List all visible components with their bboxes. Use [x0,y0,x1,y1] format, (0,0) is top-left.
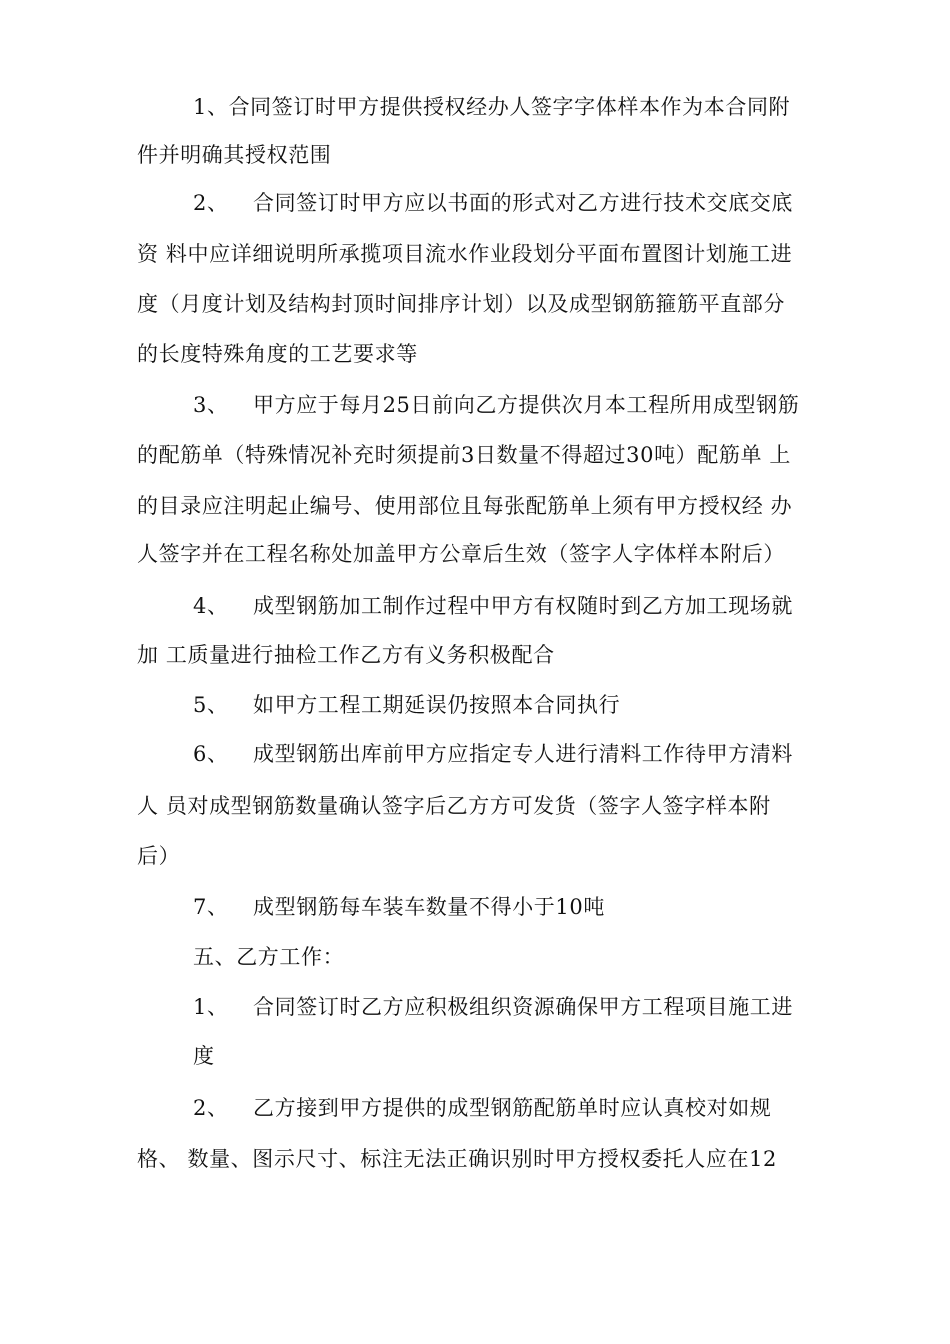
item-text-continuation: 件并明确其授权范围 [137,143,332,167]
item-number: 5、 [193,693,229,717]
item-text-continuation: 人签字并在工程名称处加盖甲方公章后生效（签字人字体样本附后） [137,542,785,566]
list-item [193,392,799,418]
item-text-continuation: 格、 数量、图示尺寸、标注无法正确识别时甲方授权委托人应在12 [137,1147,777,1171]
item-number: 4、 [193,594,229,618]
item-text-continuation: 的长度特殊角度的工艺要求等 [137,342,418,366]
list-item [193,1095,771,1121]
item-text: 成型钢筋加工制作过程中甲方有权随时到乙方加工现场就 [253,594,793,618]
list-item [193,692,620,718]
section-heading: 五、乙方工作： [193,945,345,969]
list-item [193,190,793,216]
item-text: 如甲方工程工期延误仍按照本合同执行 [253,693,621,717]
item-text: 乙方接到甲方提供的成型钢筋配筋单时应认真校对如规 [253,1096,772,1120]
list-item [193,994,793,1020]
item-number: 7、 [193,895,229,919]
item-text-continuation: 度 [193,1044,215,1068]
item-text-continuation: 资 料中应详细说明所承揽项目流水作业段划分平面布置图计划施工进 [137,242,793,266]
item-text-continuation: 的配筋单（特殊情况补充时须提前3日数量不得超过30吨）配筋单 上 [137,443,791,467]
item-number: 1、 [193,995,229,1019]
item-text-continuation: 人 员对成型钢筋数量确认签字后乙方方可发货（签字人签字样本附 [137,794,771,818]
item-text: 成型钢筋每车装车数量不得小于10吨 [253,895,605,919]
list-item [193,593,793,619]
item-text: 合同签订时甲方提供授权经办人签字字体样本作为本合同附 [228,95,791,119]
item-number: 2、 [193,1096,229,1120]
item-text: 合同签订时甲方应以书面的形式对乙方进行技术交底交底 [253,191,793,215]
item-text-continuation: 后） [137,844,181,868]
item-number: 1、 [193,95,229,119]
list-item [193,94,790,120]
item-text: 甲方应于每月25日前向乙方提供次月本工程所用成型钢筋 [253,393,800,417]
item-text-continuation: 加 工质量进行抽检工作乙方有义务积极配合 [137,643,555,667]
item-number: 2、 [193,191,229,215]
item-text-continuation: 度（月度计划及结构封顶时间排序计划）以及成型钢筋箍筋平直部分 [137,292,785,316]
item-text: 成型钢筋出库前甲方应指定专人进行清料工作待甲方清料 [253,742,793,766]
item-number: 3、 [193,393,229,417]
item-text: 合同签订时乙方应积极组织资源确保甲方工程项目施工进 [253,995,793,1019]
item-text-continuation: 的目录应注明起止编号、使用部位且每张配筋单上须有甲方授权经 办 [137,494,793,518]
item-number: 6、 [193,742,229,766]
list-item [193,741,793,767]
list-item [193,894,605,920]
